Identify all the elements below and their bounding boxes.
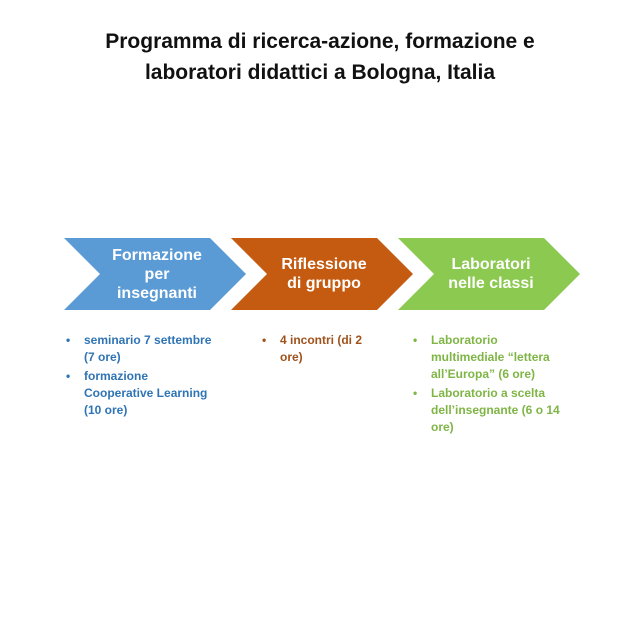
bullet-text-line: dell’insegnante (6 o 14 [431,403,560,417]
bullet-icon: • [262,333,267,347]
list-item [64,332,244,366]
bullet-text-line: formazione [84,369,149,383]
step-riflessione-label [265,238,383,310]
bullet-text-line: (10 ore) [84,403,128,417]
step-label-line: di gruppo [287,275,361,292]
title-line-1: Programma di ricerca-azione, formazione e [105,30,535,53]
bullet-text-line: ore) [280,350,303,364]
step-label-line: insegnanti [116,284,197,302]
riflessione-bullet-list [260,332,390,368]
formazione-bullet-list [64,332,244,421]
step-label-line: Laboratori [451,256,531,273]
bullet-icon: • [413,386,418,400]
bullet-text-line: Laboratorio [431,333,498,347]
bullet-text-line: seminario 7 settembre [84,333,212,347]
bullet-text-line: ore) [431,420,454,434]
laboratori-bullet-list [411,332,581,438]
title-line-2: laboratori didattici a Bologna, Italia [144,61,496,84]
bullet-icon: • [66,333,71,347]
step-formazione-chevron [64,238,246,310]
step-laboratori-label [432,238,550,310]
bullet-icon: • [413,333,418,347]
bullet-text-line: Laboratorio a scelta [431,386,546,400]
bullet-text-line: multimediale “lettera [431,350,550,364]
list-item [260,332,390,366]
list-item [411,385,581,436]
bullet-text-line: (7 ore) [84,350,121,364]
bullet-icon: • [66,369,71,383]
step-riflessione-chevron [231,238,413,310]
step-label-line: nelle classi [448,275,534,292]
step-label-line: Formazione [112,246,202,264]
step-formazione-label [94,238,220,310]
bullet-text-line: 4 incontri (di 2 [280,333,363,347]
page-title [40,26,600,88]
step-label-line: Riflessione [281,256,367,273]
list-item [411,332,581,383]
bullet-text-line: Cooperative Learning [84,386,208,400]
step-laboratori-chevron [398,238,580,310]
list-item [64,368,244,419]
bullet-text-line: all’Europa” (6 ore) [431,367,536,381]
step-label-line: per [144,265,170,283]
